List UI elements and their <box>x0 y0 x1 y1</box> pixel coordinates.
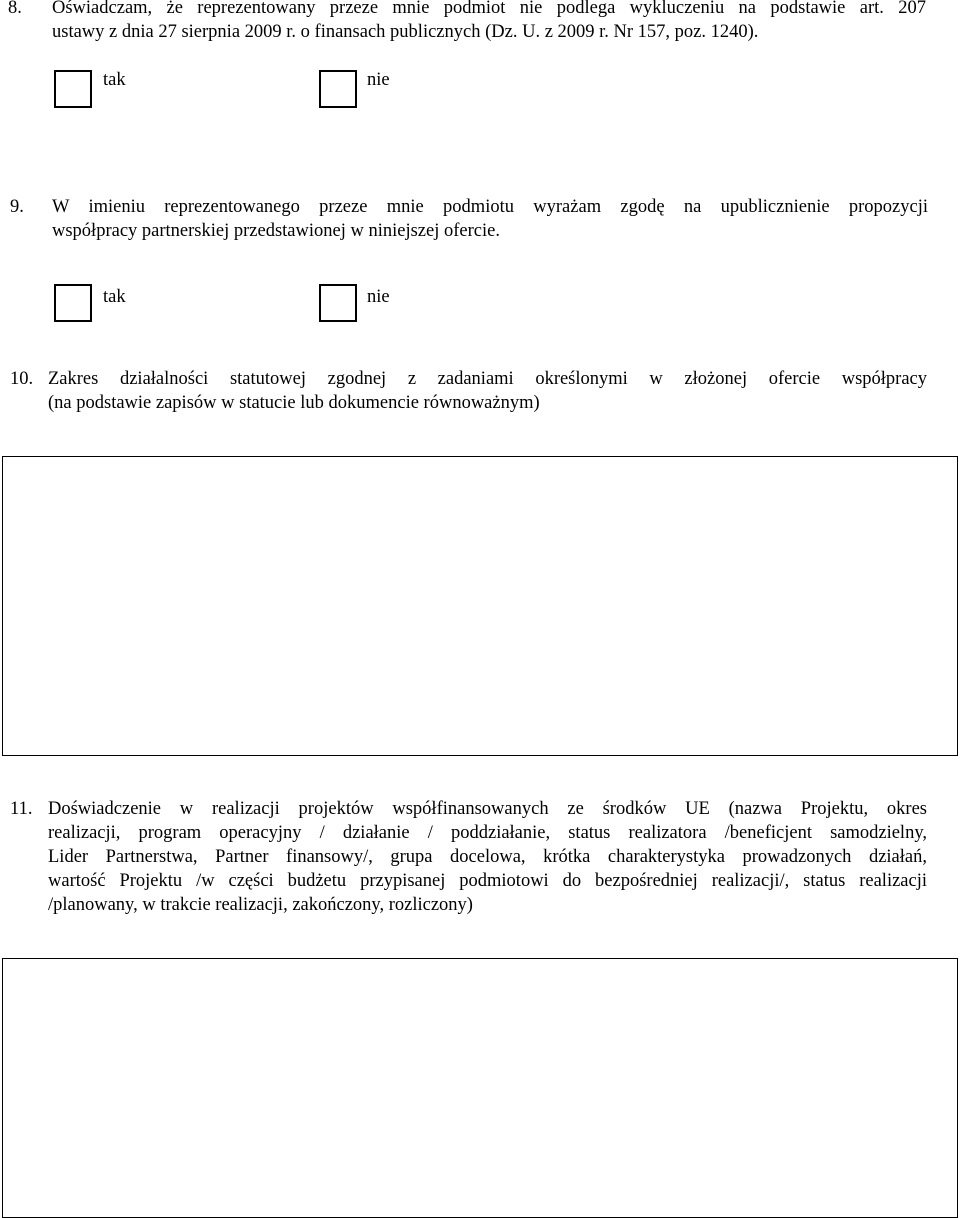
item-9-yes-checkbox[interactable] <box>54 284 92 322</box>
item-8-number: 8. <box>8 0 22 18</box>
item-8-yes-label: tak <box>103 70 126 90</box>
item-9-no-label: nie <box>367 287 390 307</box>
item-8-no-checkbox[interactable] <box>319 70 357 108</box>
item-8-yes-checkbox[interactable] <box>54 70 92 108</box>
item-11-number: 11. <box>10 799 33 819</box>
item-8-no-label: nie <box>367 70 390 90</box>
item-9-yes-label: tak <box>103 287 126 307</box>
item-10-number: 10. <box>10 369 34 389</box>
item-9-no-checkbox[interactable] <box>319 284 357 322</box>
item-10-text-field[interactable] <box>2 456 958 756</box>
item-11-text-field[interactable] <box>2 958 958 1218</box>
item-9-number: 9. <box>10 197 24 217</box>
